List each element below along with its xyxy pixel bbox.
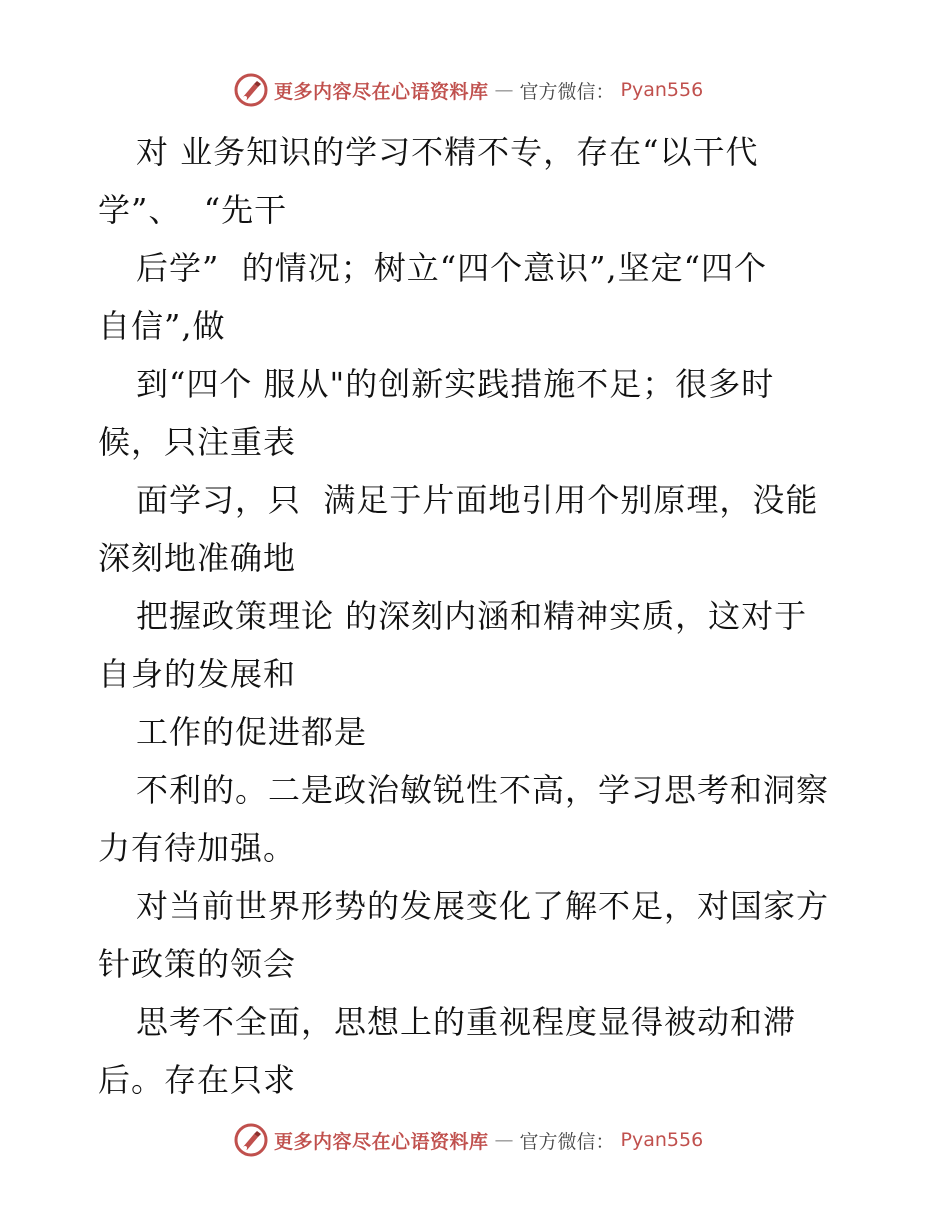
footer-watermark	[234, 1122, 703, 1158]
pen-logo-icon	[234, 73, 268, 107]
text-line: 力有待加强。	[98, 829, 297, 867]
watermark-brand: 更多内容尽在心语资料库	[274, 1130, 489, 1153]
text-line: 对当前世界形势的发展变化了解不足，对国家方	[136, 887, 830, 925]
pen-logo-icon	[234, 1123, 268, 1157]
document-body	[98, 123, 858, 1109]
text-line: 思考不全面，思想上的重视程度显得被动和滞	[136, 1003, 797, 1041]
text-line: 工作的促进都是	[136, 713, 368, 751]
watermark-separator: —	[494, 1129, 514, 1151]
watermark-label: 官方微信：	[519, 1130, 615, 1153]
text-line: 自身的发展和	[98, 655, 297, 693]
header-watermark	[234, 72, 703, 108]
text-line: 后。存在只求	[98, 1061, 297, 1099]
text-line: 对 业务知识的学习不精不专，存在“以干代	[136, 133, 759, 171]
watermark-separator: —	[494, 79, 514, 101]
watermark-label: 官方微信：	[519, 80, 615, 103]
watermark-brand: 更多内容尽在心语资料库	[274, 80, 489, 103]
watermark-wechat-id: Pyan556	[620, 1129, 704, 1151]
text-line: 后学” 的情况；树立“四个意识”,坚定“四个	[136, 249, 767, 287]
text-line: 候，只注重表	[98, 423, 297, 461]
watermark-wechat-id: Pyan556	[620, 79, 704, 101]
text-line: 针政策的领会	[98, 945, 297, 983]
text-line: 把握政策理论 的深刻内涵和精神实质，这对于	[136, 597, 808, 635]
text-line: 深刻地准确地	[98, 539, 297, 577]
text-line: 面学习，只 满足于片面地引用个别原理，没能	[136, 481, 819, 519]
text-line: 学”、 “先干	[98, 191, 288, 229]
text-line: 自信”,做	[98, 307, 226, 345]
text-line: 不利的。二是政治敏锐性不高，学习思考和洞察	[136, 771, 830, 809]
text-line: 到“四个 服从"的创新实践措施不足；很多时	[136, 365, 775, 403]
